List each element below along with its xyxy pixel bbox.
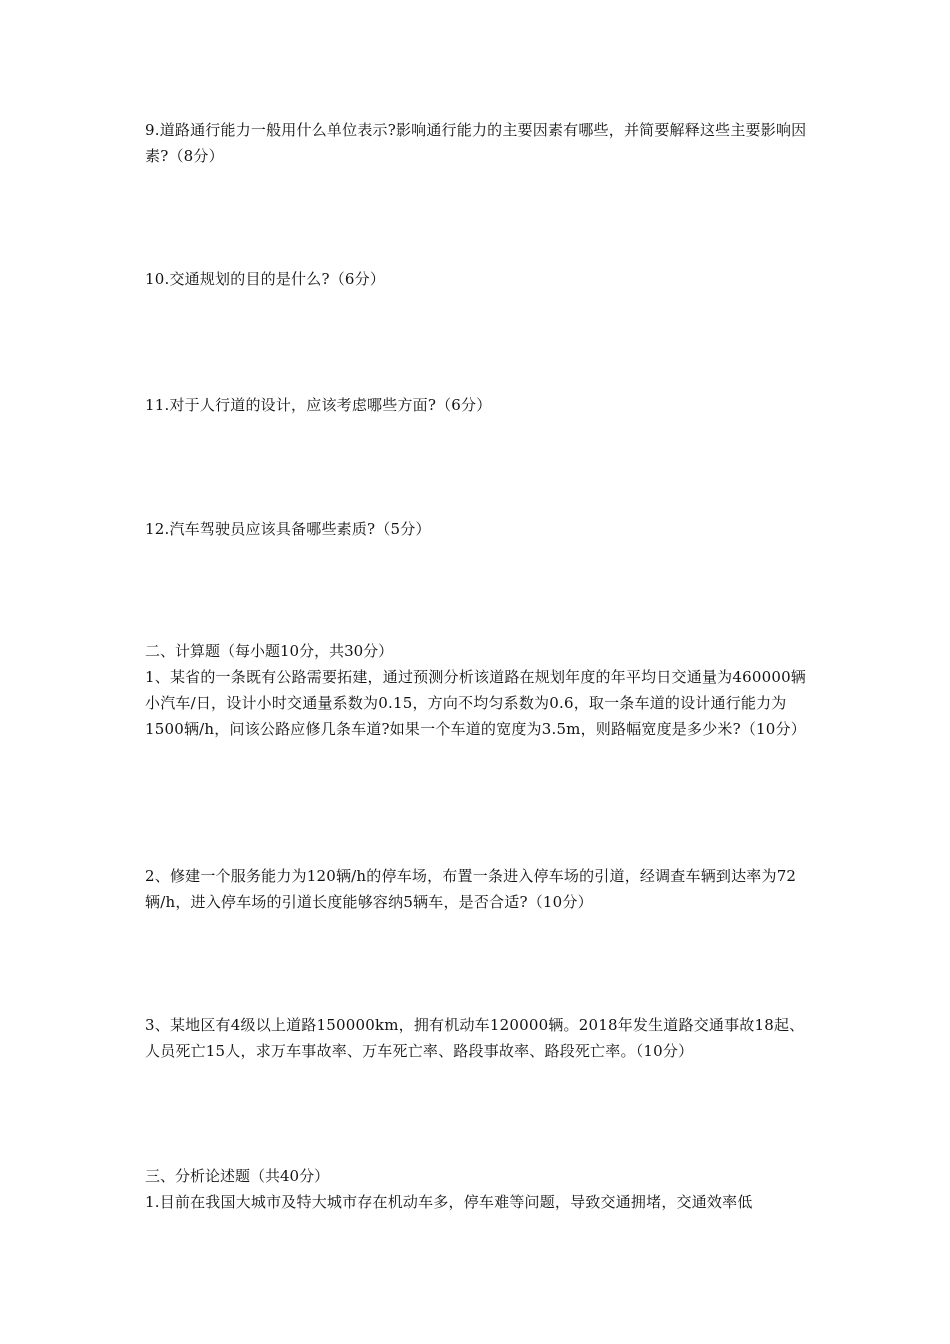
section-3-heading: 三、分析论述题（共40分） [145, 1167, 330, 1185]
essay-question-1: 1.目前在我国大城市及特大城市存在机动车多，停车难等问题，导致交通拥堵，交通效率低 [145, 1193, 753, 1211]
question-12: 12.汽车驾驶员应该具备哪些素质?（5分） [145, 520, 431, 538]
calc-question-3: 3、某地区有4级以上道路150000km，拥有机动车120000辆。2018年发生道路交通事故18起、人员死亡15人，求万车事故率、万车死亡率、路段事故率、路段死亡率。（10分） [145, 1016, 805, 1060]
calc-question-1: 1、某省的一条既有公路需要拓建，通过预测分析该道路在规划年度的年平均日交通量为460000辆小汽车/日，设计小时交通量系数为0.15，方向不均匀系数为0.6，取一条车道的设计通行能力为1500辆/h，问该公路应修几条车道?如果一个车道的宽度为3.5m，则路幅宽度是多少米?（10分） [145, 668, 807, 738]
question-9: 9.道路通行能力一般用什么单位表示?影响通行能力的主要因素有哪些，并简要解释这些主要影响因素?（8分） [145, 121, 807, 165]
calc-question-2: 2、修建一个服务能力为120辆/h的停车场，布置一条进入停车场的引道，经调查车辆到达率为72辆/h，进入停车场的引道长度能够容纳5辆车，是否合适?（10分） [145, 867, 797, 911]
question-10: 10.交通规划的目的是什么?（6分） [145, 270, 386, 288]
question-11: 11.对于人行道的设计，应该考虑哪些方面?（6分） [145, 396, 492, 414]
section-2-heading: 二、计算题（每小题10分，共30分） [145, 642, 394, 660]
